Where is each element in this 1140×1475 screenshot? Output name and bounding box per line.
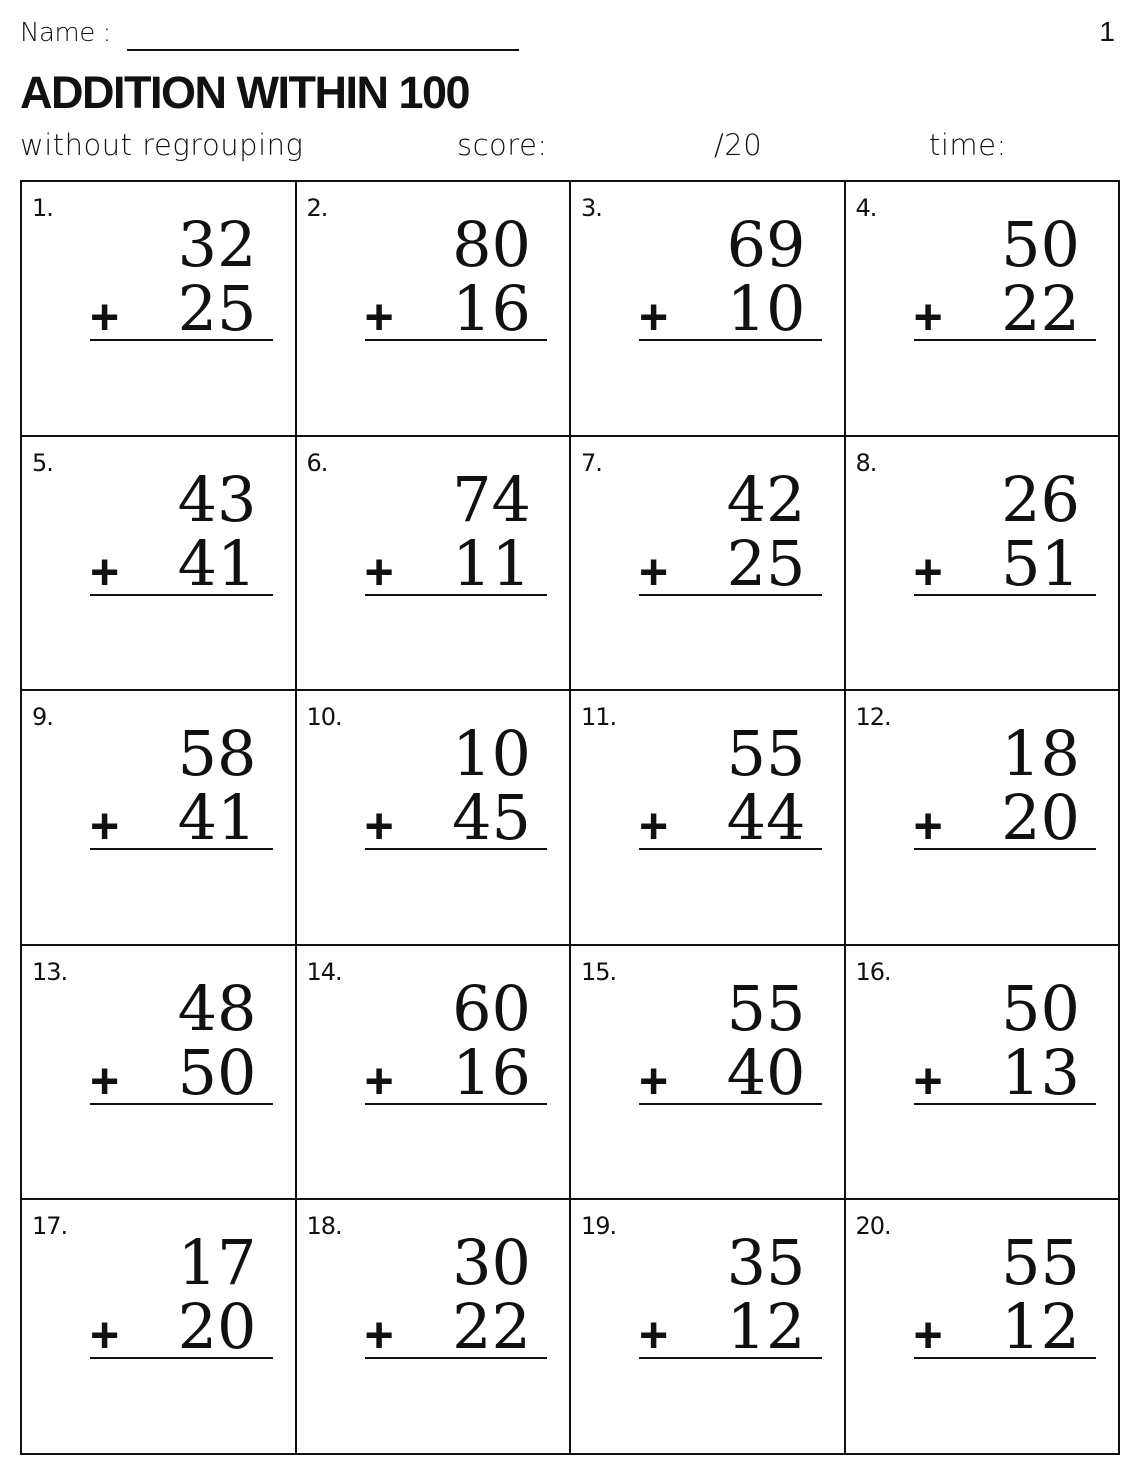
problem-cell[interactable] <box>297 437 572 692</box>
second-addend: 16 <box>452 272 531 345</box>
score-label: score: <box>457 128 548 162</box>
problem-number: 3. <box>581 194 602 222</box>
problem-number: 6. <box>306 448 328 477</box>
plus-sign: + <box>639 798 669 855</box>
second-addend: 10 <box>726 272 806 345</box>
plus-sign: + <box>639 1052 669 1109</box>
second-addend: 45 <box>452 781 531 855</box>
answer-line <box>365 594 548 596</box>
name-label: Name : <box>20 18 111 48</box>
problem-cell[interactable] <box>22 182 297 437</box>
second-addend: 11 <box>452 526 531 600</box>
second-addend: 51 <box>1001 526 1080 600</box>
problem-cell[interactable] <box>22 946 297 1201</box>
plus-sign: + <box>639 289 669 345</box>
problem-number: 18. <box>306 1212 342 1241</box>
worksheet-title: ADDITION WITHIN 100 <box>20 67 470 118</box>
plus-sign: + <box>90 1052 120 1109</box>
first-addend: 55 <box>1001 1226 1080 1300</box>
problem-number: 10. <box>306 703 342 732</box>
problem-number: 4. <box>855 194 877 222</box>
problem-number: 8. <box>855 448 877 477</box>
problem-cell[interactable] <box>571 182 846 437</box>
plus-sign: + <box>639 1307 669 1364</box>
problem-number: 19. <box>581 1212 617 1241</box>
first-addend: 30 <box>452 1226 531 1300</box>
problem-cell[interactable] <box>571 946 846 1201</box>
plus-sign: + <box>90 798 120 855</box>
problem-cell[interactable] <box>846 437 1121 692</box>
first-addend: 26 <box>1001 462 1080 536</box>
problem-cell[interactable] <box>297 946 572 1201</box>
subtitle-row <box>0 128 1140 168</box>
problem-number: 15. <box>581 957 617 986</box>
first-addend: 55 <box>726 717 806 791</box>
problem-cell[interactable] <box>846 946 1121 1201</box>
answer-line <box>90 1103 273 1105</box>
first-addend: 58 <box>177 717 257 791</box>
answer-line <box>639 1103 822 1105</box>
second-addend: 16 <box>452 1035 531 1109</box>
answer-line <box>914 1357 1097 1359</box>
first-addend: 48 <box>177 971 257 1045</box>
second-addend: 25 <box>726 526 806 600</box>
plus-sign: + <box>364 289 394 345</box>
plus-sign: + <box>90 543 120 600</box>
second-addend: 25 <box>177 272 257 345</box>
name-field[interactable] <box>127 49 519 51</box>
answer-line <box>914 339 1097 341</box>
first-addend: 69 <box>726 208 806 281</box>
answer-line <box>365 848 548 850</box>
problem-cell[interactable] <box>22 691 297 946</box>
problem-number: 13. <box>32 957 68 986</box>
page-number: 1 <box>1099 16 1115 47</box>
problem-cell[interactable] <box>297 1200 572 1455</box>
time-label: time: <box>929 128 1007 162</box>
first-addend: 74 <box>452 462 531 536</box>
problem-number: 9. <box>32 703 53 732</box>
first-addend: 10 <box>452 717 531 791</box>
answer-line <box>914 594 1097 596</box>
answer-line <box>914 1103 1097 1105</box>
problem-number: 16. <box>855 957 891 986</box>
plus-sign: + <box>913 798 943 855</box>
answer-line <box>365 339 548 341</box>
answer-line <box>639 848 822 850</box>
second-addend: 13 <box>1001 1035 1080 1109</box>
second-addend: 22 <box>1001 272 1080 345</box>
answer-line <box>365 1103 548 1105</box>
problem-cell[interactable] <box>846 1200 1121 1455</box>
second-addend: 22 <box>452 1290 531 1364</box>
problem-cell[interactable] <box>846 182 1121 437</box>
answer-line <box>90 1357 273 1359</box>
first-addend: 17 <box>177 1226 257 1300</box>
score-total: /20 <box>714 128 763 162</box>
second-addend: 20 <box>1001 781 1080 855</box>
plus-sign: + <box>364 1307 394 1364</box>
problem-number: 7. <box>581 448 602 477</box>
answer-line <box>914 848 1097 850</box>
plus-sign: + <box>90 289 120 345</box>
problem-cell[interactable] <box>22 1200 297 1455</box>
worksheet-subtitle: without regrouping <box>20 128 304 162</box>
first-addend: 55 <box>726 971 806 1045</box>
problem-cell[interactable] <box>571 437 846 692</box>
plus-sign: + <box>364 1052 394 1109</box>
plus-sign: + <box>913 1052 943 1109</box>
problem-cell[interactable] <box>571 691 846 946</box>
problem-number: 11. <box>581 703 617 732</box>
first-addend: 35 <box>726 1226 806 1300</box>
answer-line <box>639 339 822 341</box>
answer-line <box>639 1357 822 1359</box>
first-addend: 50 <box>1001 208 1080 281</box>
problem-number: 1. <box>32 194 53 222</box>
plus-sign: + <box>913 289 943 345</box>
plus-sign: + <box>639 543 669 600</box>
answer-line <box>639 594 822 596</box>
problem-number: 14. <box>306 957 342 986</box>
problem-cell[interactable] <box>297 691 572 946</box>
problem-cell[interactable] <box>297 182 572 437</box>
first-addend: 50 <box>1001 971 1080 1045</box>
plus-sign: + <box>364 798 394 855</box>
problem-number: 20. <box>855 1212 891 1241</box>
second-addend: 50 <box>177 1035 257 1109</box>
problem-number: 5. <box>32 448 53 477</box>
second-addend: 41 <box>177 526 257 600</box>
problem-number: 17. <box>32 1212 68 1241</box>
first-addend: 80 <box>452 208 531 281</box>
plus-sign: + <box>913 543 943 600</box>
second-addend: 12 <box>1001 1290 1080 1364</box>
problem-cell[interactable] <box>22 437 297 692</box>
problem-grid <box>20 180 1120 1455</box>
problem-number: 12. <box>855 703 891 732</box>
first-addend: 32 <box>177 208 257 281</box>
answer-line <box>90 848 273 850</box>
first-addend: 60 <box>452 971 531 1045</box>
first-addend: 18 <box>1001 717 1080 791</box>
problem-cell[interactable] <box>846 691 1121 946</box>
first-addend: 42 <box>726 462 806 536</box>
plus-sign: + <box>913 1307 943 1364</box>
problem-cell[interactable] <box>571 1200 846 1455</box>
problem-number: 2. <box>306 194 328 222</box>
second-addend: 41 <box>177 781 257 855</box>
second-addend: 20 <box>177 1290 257 1364</box>
second-addend: 44 <box>726 781 806 855</box>
answer-line <box>365 1357 548 1359</box>
plus-sign: + <box>364 543 394 600</box>
plus-sign: + <box>90 1307 120 1364</box>
first-addend: 43 <box>177 462 257 536</box>
answer-line <box>90 594 273 596</box>
second-addend: 40 <box>726 1035 806 1109</box>
answer-line <box>90 339 273 341</box>
second-addend: 12 <box>726 1290 806 1364</box>
